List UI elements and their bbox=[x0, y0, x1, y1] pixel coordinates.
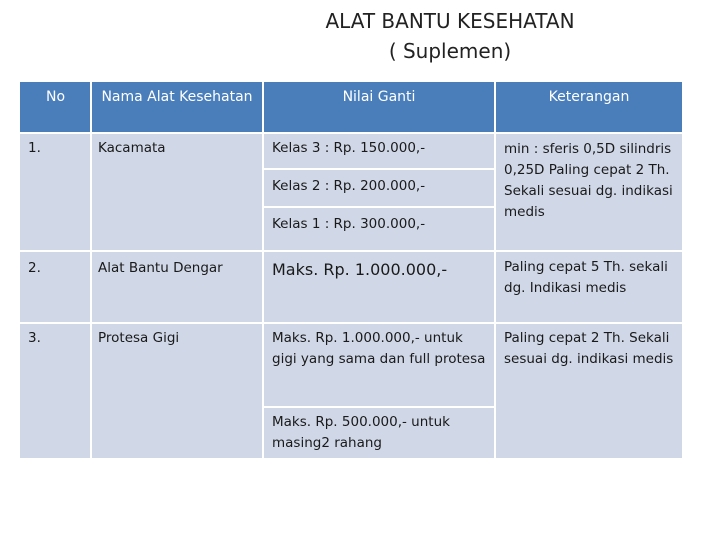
row3-nilai-rahang: Maks. Rp. 500.000,- untuk masing2 rahang bbox=[264, 408, 494, 458]
header-nilai: Nilai Ganti bbox=[264, 82, 494, 132]
row2-keterangan: Paling cepat 5 Th. sekali dg. Indikasi medis bbox=[496, 252, 682, 322]
row1-nilai-kelas1: Kelas 1 : Rp. 300.000,- bbox=[264, 208, 494, 250]
row3-no: 3. bbox=[20, 324, 90, 458]
row1-nilai-kelas3: Kelas 3 : Rp. 150.000,- bbox=[264, 134, 494, 168]
row3-nilai-gigi: Maks. Rp. 1.000.000,- untuk gigi yang sama dan full protesa bbox=[264, 324, 494, 406]
header-no: No bbox=[20, 82, 90, 132]
row3-keterangan: Paling cepat 2 Th. Sekali sesuai dg. indikasi medis bbox=[496, 324, 682, 458]
title-line-1: ALAT BANTU KESEHATAN bbox=[325, 9, 575, 33]
row1-keterangan: min : sferis 0,5D silindris 0,25D Paling cepat 2 Th. Sekali sesuai dg. indikasi medis bbox=[496, 134, 682, 250]
title-line-2: ( Suplemen) bbox=[388, 39, 512, 63]
row1-nama: Kacamata bbox=[92, 134, 262, 250]
header-nama: Nama Alat Kesehatan bbox=[92, 82, 262, 132]
row2-nama: Alat Bantu Dengar bbox=[92, 252, 262, 322]
page-title bbox=[200, 6, 700, 66]
row2-no: 2. bbox=[20, 252, 90, 322]
header-keterangan: Keterangan bbox=[496, 82, 682, 132]
row2-nilai: Maks. Rp. 1.000.000,- bbox=[264, 252, 494, 322]
row3-nama: Protesa Gigi bbox=[92, 324, 262, 458]
row1-nilai-kelas2: Kelas 2 : Rp. 200.000,- bbox=[264, 170, 494, 206]
row1-no: 1. bbox=[20, 134, 90, 250]
